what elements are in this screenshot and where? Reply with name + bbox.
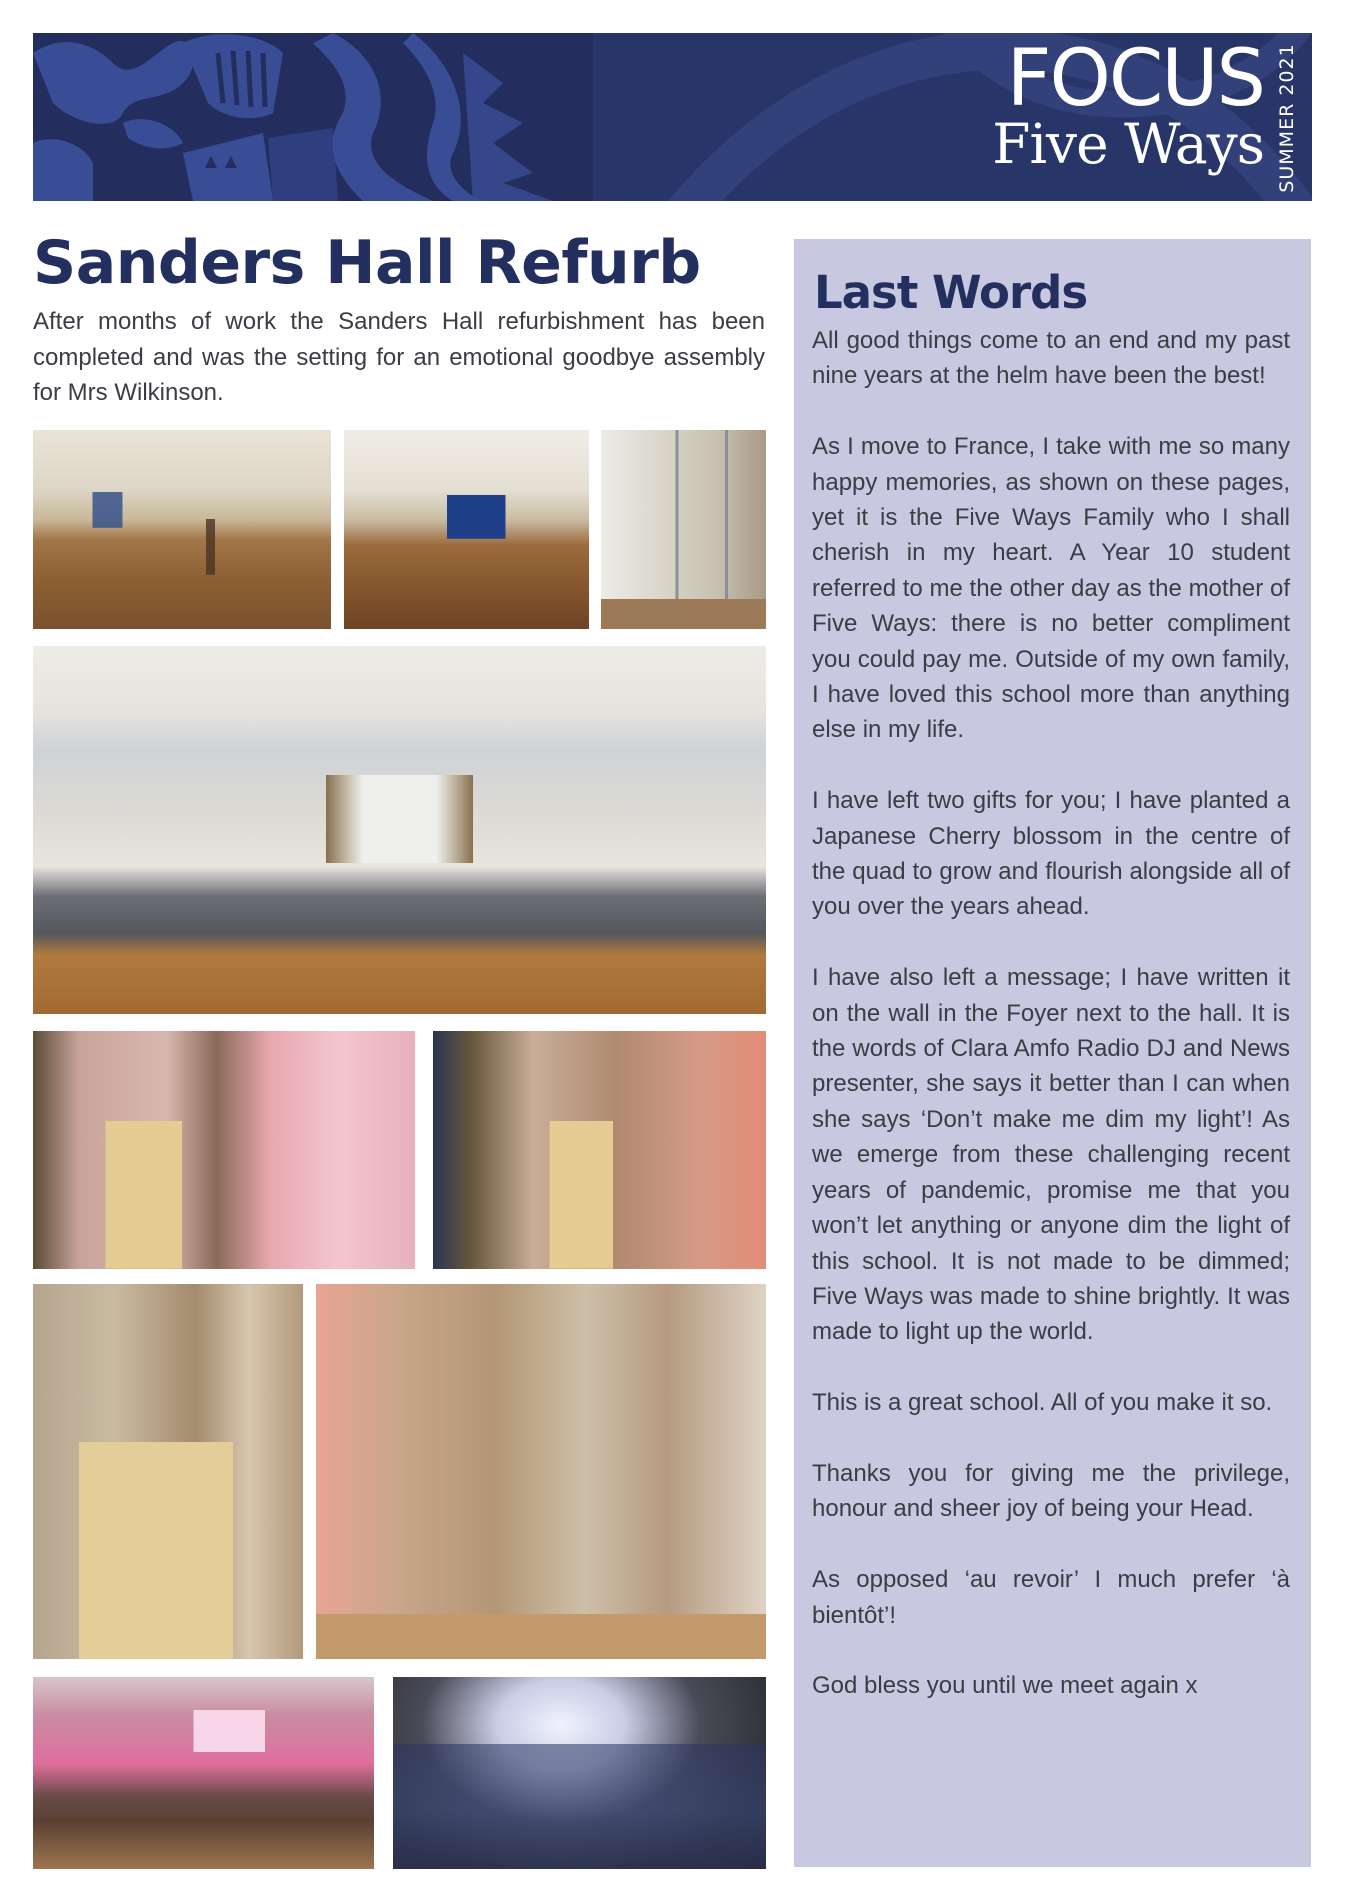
article-intro: After months of work the Sanders Hall refurbishment has been completed and was the setting for an emotional goodbye assembly for Mrs Wilkinson.: [33, 308, 765, 406]
photo-certificate-presentation: [316, 1284, 766, 1659]
issue-season: [1274, 43, 1300, 193]
last-words-paragraph: I have also left a message; I have written it on the wall in the Foyer next to the hall. It is the words of Clara Amfo Radio DJ and News presenter, she says it better than I can when she says ‘Don’t make me dim my light’! As we emerge from these challenging recent years of pandemic, promise me that you won’t let anything or anyone dim the light of this school. It is not made to be dimmed; Five Ways was made to shine brightly. It was made to light up the world.: [812, 964, 1290, 1346]
last-words-signoff: God bless you until we meet again x: [812, 1672, 1198, 1700]
last-words-paragraph: All good things come to an end and my past nine years at the helm have been the best!: [812, 327, 1290, 390]
publication-brand: [992, 34, 1264, 176]
photo-students-group: [433, 1031, 766, 1269]
photo-choir: [393, 1677, 766, 1869]
brand-focus: FOCUS: [1006, 34, 1264, 124]
last-words-body: [812, 323, 1290, 1739]
photo-hall-finished: [33, 646, 766, 1014]
brand-five-ways: Five Ways: [992, 112, 1264, 176]
masthead-banner: [33, 33, 1312, 201]
last-words-paragraph: As opposed ‘au revoir’ I much prefer ‘à bientôt’!: [812, 1566, 1290, 1629]
last-words-paragraph: I have left two gifts for you; I have planted a Japanese Cherry blossom in the centre of the quad to grow and flourish alongside all of you over the years ahead.: [812, 787, 1290, 921]
photo-orchestra: [33, 1677, 374, 1869]
last-words-title: Last Words: [814, 266, 1088, 319]
photo-hall-scaffold: [601, 430, 766, 629]
issue-season-label: SUMMER 2021: [1276, 43, 1298, 193]
last-words-paragraph: This is a great school. All of you make it so.: [812, 1389, 1273, 1417]
last-words-panel: [794, 239, 1311, 1867]
photo-hall-before-stage: [344, 430, 589, 629]
article-title: Sanders Hall Refurb: [33, 228, 701, 298]
photo-students-podium: [33, 1031, 415, 1269]
school-crest-watermark-icon: [33, 33, 593, 201]
last-words-paragraph: As I move to France, I take with me so many happy memories, as shown on these pages, yet it is the Five Ways Family who I shall cherish in my heart. A Year 10 student referred to me the other day as the mother of Five Ways: there is no better compliment you could pay me. Outside of my own family, I have loved this school more than anything else in my life.: [812, 433, 1290, 744]
photo-hall-before-wide: [33, 430, 331, 629]
photo-mrs-wilkinson-speech: [33, 1284, 303, 1659]
last-words-paragraph: Thanks you for giving me the privilege, honour and sheer joy of being your Head.: [812, 1459, 1290, 1523]
